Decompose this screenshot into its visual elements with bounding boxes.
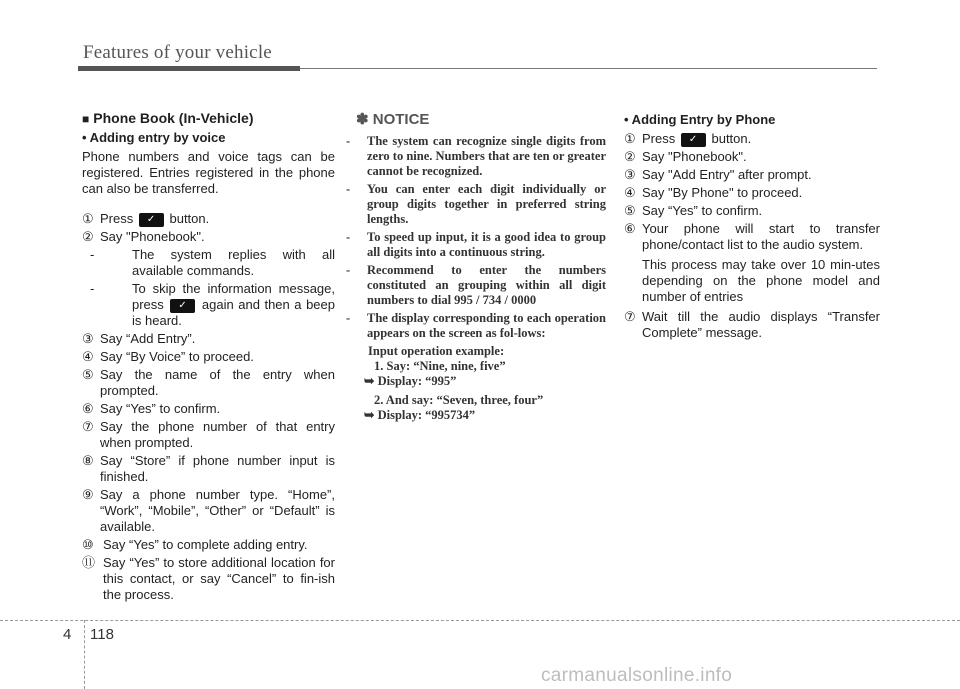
step-text: Say “Yes” to confirm. <box>100 401 221 416</box>
step-text: Wait till the audio displays “Transfer Complete” message. <box>642 309 880 340</box>
step-text: Say “Add Entry”. <box>100 331 196 346</box>
step-9 <box>82 487 335 535</box>
example-2: 2. And say: “Seven, three, four” <box>374 393 544 407</box>
step-8 <box>82 453 335 485</box>
watermark: carmanualsonline.info <box>541 665 733 686</box>
dash-marker: - <box>346 230 351 244</box>
section-title-text: Phone Book (In-Vehicle) <box>93 110 254 126</box>
step-number: ⑦ <box>624 309 636 324</box>
chapter-number: 4 <box>63 626 72 643</box>
square-bullet-icon: ■ <box>82 112 90 126</box>
page-number: 118 <box>90 626 114 643</box>
step-1 <box>624 131 880 147</box>
step-7 <box>82 419 335 451</box>
step-number: ⑪ <box>82 555 96 570</box>
step-text: Press <box>642 131 676 146</box>
example-label: Input operation example: <box>368 344 505 358</box>
bullet-text: The system replies with all available commands. <box>132 247 335 278</box>
bullet-1 <box>90 247 335 279</box>
transfer-note: This process may take over 10 min-utes depending on the phone model and number of entries <box>642 257 880 304</box>
notice-item-5 <box>346 311 606 341</box>
step-text: Say "By Phone" to proceed. <box>642 185 803 200</box>
column-phone-entry <box>624 110 880 343</box>
step-number: ① <box>624 131 636 146</box>
subsection-title: • Adding Entry by Phone <box>624 112 776 127</box>
step-10 <box>82 537 335 553</box>
step-text: Press <box>100 211 134 226</box>
notice-item-4 <box>346 263 606 308</box>
step-2 <box>624 149 880 165</box>
header-bar <box>78 66 300 71</box>
step-number: ⑥ <box>624 221 636 236</box>
notice-item-1 <box>346 134 606 179</box>
notice-text: To speed up input, it is a good idea to group all digits into a continuous string. <box>367 230 606 259</box>
example-1: 1. Say: “Nine, nine, five” <box>374 359 506 373</box>
bullet-2 <box>90 281 335 329</box>
step-number: ⑩ <box>82 537 94 552</box>
step-number: ③ <box>82 331 94 346</box>
dash-marker: - <box>346 263 351 277</box>
step-7 <box>624 309 880 341</box>
step-number: ④ <box>624 185 636 200</box>
step-number: ② <box>624 149 636 164</box>
notice-item-3 <box>346 230 606 260</box>
step-6 <box>82 401 335 417</box>
step-text: Say a phone number type. “Home”, “Work”, “Mobile”, “Other” or “Default” is available. <box>100 487 335 534</box>
step-number: ② <box>82 229 94 244</box>
step-text: button. <box>711 131 752 146</box>
step-5 <box>624 203 880 219</box>
voice-button-icon <box>139 213 164 227</box>
notice-text: The display corresponding to each operation appears on the screen as fol-lows: <box>367 311 606 340</box>
step-text: Say "Phonebook". <box>642 149 747 164</box>
subsection-title: • Adding entry by voice <box>82 130 226 145</box>
step-number: ④ <box>82 349 94 364</box>
step-text: button. <box>169 211 210 226</box>
step-text: Your phone will start to transfer phone/contact list to the audio system. <box>642 221 880 252</box>
section-title <box>82 110 335 126</box>
column-voice-entry <box>82 110 335 605</box>
step-text: Say "Add Entry" after prompt. <box>642 167 812 182</box>
voice-button-icon <box>170 299 195 313</box>
notice-text: Recommend to enter the numbers constituted an grouping within all digit numbers to dial 995 / 734 / 0000 <box>367 263 606 307</box>
step-text: Say “Yes” to confirm. <box>642 203 763 218</box>
step-6 <box>624 221 880 253</box>
header-rule <box>300 68 877 69</box>
step-number: ⑥ <box>82 401 94 416</box>
notice-title: ✽ NOTICE <box>356 111 430 128</box>
step-4 <box>82 349 335 365</box>
step-number: ⑤ <box>82 367 94 382</box>
notice-text: You can enter each digit individually or group digits together in preferred string lengths. <box>367 182 606 226</box>
intro-paragraph: Phone numbers and voice tags can be registered. Entries registered in the phone can also be transferred. <box>82 149 335 196</box>
step-text: Say “Yes” to store additional location for this contact, or say “Cancel” to fin-ish the process. <box>103 555 335 602</box>
step-text: Say the phone number of that entry when prompted. <box>100 419 335 450</box>
step-number: ⑦ <box>82 419 94 434</box>
column-notice <box>346 110 606 423</box>
step-text: Say “Store” if phone number input is finished. <box>100 453 335 484</box>
dash-marker: - <box>90 281 95 296</box>
step-text: Say the name of the entry when prompted. <box>100 367 335 398</box>
dash-marker: - <box>346 311 351 325</box>
notice-text: The system can recognize single digits from zero to nine. Numbers that are ten or greater cannot be recognized. <box>367 134 606 178</box>
step-number: ⑨ <box>82 487 94 502</box>
step-1 <box>82 211 335 227</box>
step-number: ⑤ <box>624 203 636 218</box>
step-3 <box>624 167 880 183</box>
step-text: Say “Yes” to complete adding entry. <box>103 537 308 552</box>
bullet-text: again and then a beep is heard. <box>132 297 335 328</box>
footer-divider <box>84 620 85 689</box>
step-4 <box>624 185 880 201</box>
example-1-display: ➥ Display: “995” <box>364 374 457 388</box>
voice-button-icon <box>681 133 706 147</box>
step-5 <box>82 367 335 399</box>
step-number: ① <box>82 211 94 226</box>
dash-marker: - <box>346 134 351 148</box>
step-number: ③ <box>624 167 636 182</box>
step-3 <box>82 331 335 347</box>
bullet-text: To skip the information message, press <box>132 281 335 312</box>
step-text: Say “By Voice” to proceed. <box>100 349 254 364</box>
step-11 <box>82 555 335 603</box>
step-number: ⑧ <box>82 453 94 468</box>
step-text: Say "Phonebook". <box>100 229 205 244</box>
page-header-title: Features of your vehicle <box>83 42 272 63</box>
dash-marker: - <box>346 182 351 196</box>
notice-item-2 <box>346 182 606 227</box>
footer-rule <box>0 620 960 621</box>
dash-marker: - <box>90 247 95 262</box>
step-2 <box>82 229 335 245</box>
example-2-display: ➥ Display: “995734” <box>364 408 476 422</box>
